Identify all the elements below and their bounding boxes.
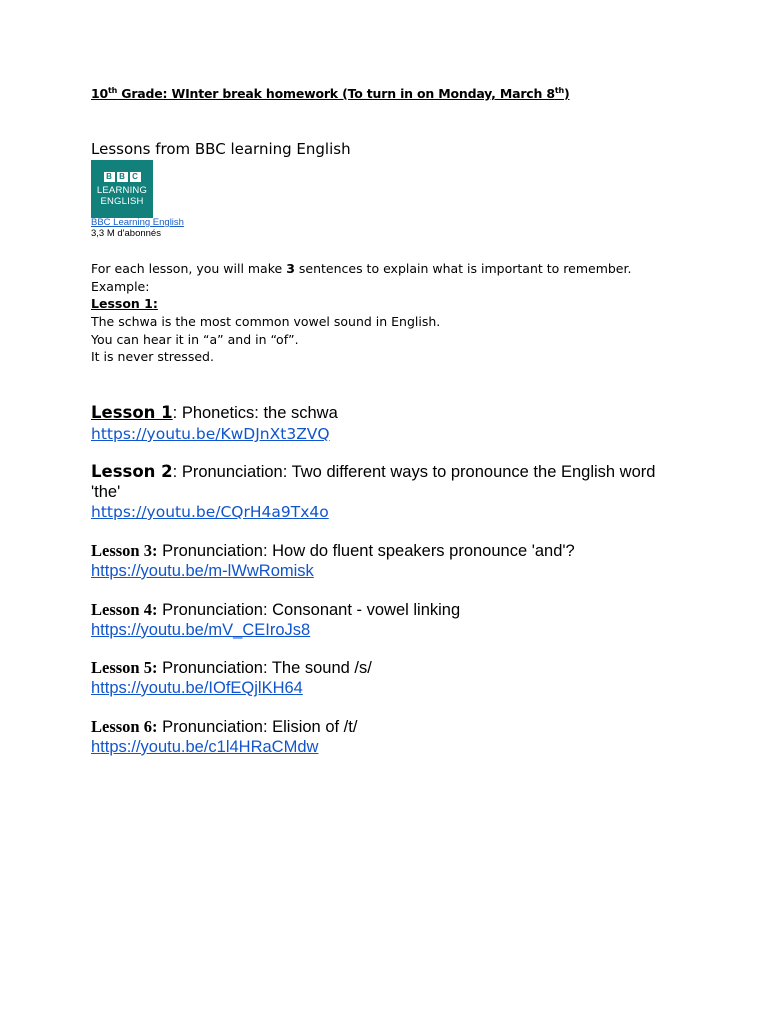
bbc-blocks xyxy=(104,172,141,182)
lesson-link[interactable]: https://youtu.be/c1l4HRaCMdw xyxy=(91,738,319,756)
lesson-link[interactable]: https://youtu.be/CQrH4a9Tx4o xyxy=(91,503,329,521)
lesson-sep: : xyxy=(172,463,182,481)
lesson-link[interactable]: https://youtu.be/IOfEQjlKH64 xyxy=(91,679,303,697)
instructions-pre: For each lesson, you will make xyxy=(91,261,287,276)
lesson-label: Lesson 3: xyxy=(91,541,158,560)
instructions-line xyxy=(91,261,631,276)
example-line-1: The schwa is the most common vowel sound in English. xyxy=(91,314,441,329)
bbc-block-2: B xyxy=(117,172,128,182)
intro-text: Lessons from BBC learning English xyxy=(91,140,351,158)
subscriber-count: 3,3 M d'abonnés xyxy=(91,228,161,239)
lesson-link[interactable]: https://youtu.be/KwDJnXt3ZVQ xyxy=(91,425,330,443)
lesson-topic: Pronunciation: Two different ways to pronounce the English word 'the' xyxy=(91,463,656,501)
document-title xyxy=(91,86,570,101)
example-label: Example: xyxy=(91,279,150,294)
lesson-label: Lesson 2 xyxy=(91,462,173,481)
example-line-3: It is never stressed. xyxy=(91,349,214,364)
bbc-learning-english-logo[interactable] xyxy=(91,160,153,218)
title-close: ) xyxy=(563,86,570,101)
channel-link[interactable]: BBC Learning English xyxy=(91,217,184,228)
title-main: Grade: WInter break homework (To turn in on Monday, March 8 xyxy=(117,86,555,101)
lesson-label: Lesson 4: xyxy=(91,600,158,619)
lesson-link[interactable]: https://youtu.be/mV_CEIroJs8 xyxy=(91,621,311,639)
lesson-4 xyxy=(91,600,661,640)
lesson-3 xyxy=(91,541,661,581)
example-lesson-label: Lesson 1: xyxy=(91,296,158,311)
lesson-2 xyxy=(91,462,661,522)
lesson-sep: : xyxy=(172,404,182,422)
logo-line-2: ENGLISH xyxy=(100,195,144,207)
lesson-link[interactable]: https://youtu.be/m-lWwRomisk xyxy=(91,562,314,580)
title-grade-sup: th xyxy=(108,85,118,95)
example-line-2: You can hear it in “a” and in “of”. xyxy=(91,332,299,347)
bbc-block-3: C xyxy=(130,172,141,182)
lesson-5 xyxy=(91,658,661,698)
lesson-topic: Pronunciation: The sound /s/ xyxy=(162,659,372,677)
lesson-label: Lesson 1 xyxy=(91,403,173,422)
lesson-topic: Pronunciation: Consonant - vowel linking xyxy=(162,601,461,619)
lesson-topic: Phonetics: the schwa xyxy=(181,404,338,422)
lesson-topic: Pronunciation: Elision of /t/ xyxy=(162,718,358,736)
title-date-sup: th xyxy=(554,85,564,95)
logo-line-1: LEARNING xyxy=(96,184,148,196)
instructions-count: 3 xyxy=(286,261,295,276)
lesson-1 xyxy=(91,403,661,445)
lesson-label: Lesson 6: xyxy=(91,717,158,736)
lesson-label: Lesson 5: xyxy=(91,658,158,677)
title-grade: 10 xyxy=(91,86,108,101)
lesson-6 xyxy=(91,717,661,757)
bbc-block-1: B xyxy=(104,172,115,182)
instructions-post: sentences to explain what is important to remember. xyxy=(294,261,632,276)
lesson-topic: Pronunciation: How do fluent speakers pronounce 'and'? xyxy=(162,542,575,560)
